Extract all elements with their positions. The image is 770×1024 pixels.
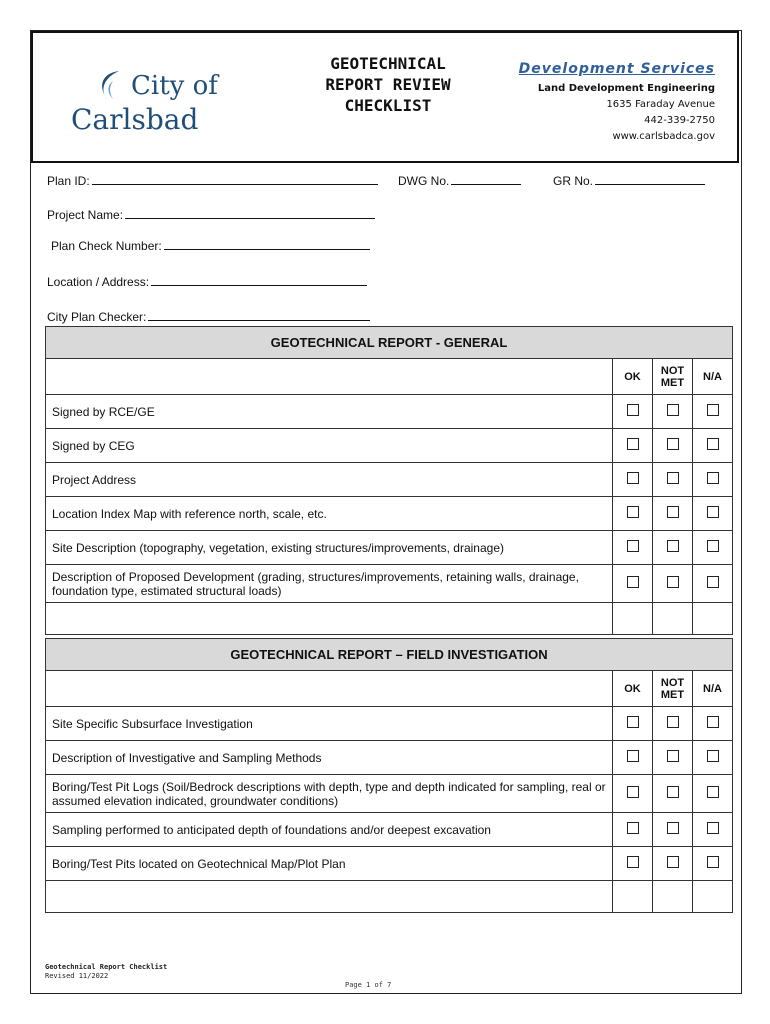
project-name-label: Project Name: — [47, 208, 124, 222]
column-not-met — [653, 671, 693, 707]
checklist-row — [46, 813, 733, 847]
ok-checkbox[interactable] — [627, 404, 639, 416]
division-name: Land Development Engineering — [537, 83, 715, 94]
ok-checkbox[interactable] — [627, 438, 639, 450]
checkbox-cell-na — [693, 463, 733, 497]
na-checkbox[interactable] — [707, 856, 719, 868]
na-checkbox[interactable] — [707, 822, 719, 834]
not-met-checkbox[interactable] — [667, 438, 679, 450]
column-header-blank — [46, 671, 613, 707]
department-name: Development Services — [518, 61, 715, 77]
section-title: GEOTECHNICAL REPORT – FIELD INVESTIGATION — [46, 639, 733, 671]
blank-row — [46, 603, 733, 635]
checkbox-cell-ok — [613, 775, 653, 813]
checkbox-cell-na — [693, 531, 733, 565]
not-met-checkbox[interactable] — [667, 540, 679, 552]
plan-id-label: Plan ID: — [47, 174, 90, 188]
checkbox-cell-na — [693, 847, 733, 881]
department-address: 1635 Faraday Avenue — [606, 99, 715, 110]
column-na: N/A — [693, 671, 733, 707]
not-met-checkbox[interactable] — [667, 856, 679, 868]
checkbox-cell-not-met — [653, 565, 693, 603]
blank-cell — [613, 603, 653, 635]
not-met-checkbox[interactable] — [667, 822, 679, 834]
column-header-row — [46, 671, 733, 707]
not-met-checkbox[interactable] — [667, 716, 679, 728]
gr-no-label: GR No. — [553, 174, 594, 188]
column-not-met-line2: MET — [660, 688, 685, 701]
ok-checkbox[interactable] — [627, 856, 639, 868]
checklist-row — [46, 775, 733, 813]
checklist-row — [46, 497, 733, 531]
na-checkbox[interactable] — [707, 716, 719, 728]
footer-title: Geotechnical Report Checklist — [45, 963, 168, 971]
checkbox-cell-not-met — [653, 395, 693, 429]
checkbox-cell-ok — [613, 429, 653, 463]
ok-checkbox[interactable] — [627, 716, 639, 728]
checklist-row — [46, 847, 733, 881]
checkbox-cell-na — [693, 395, 733, 429]
location-address-label: Location / Address: — [47, 275, 150, 289]
checklist-row — [46, 463, 733, 497]
na-checkbox[interactable] — [707, 438, 719, 450]
logo-text-carlsbad: Carlsbad — [71, 103, 199, 136]
title-line: REPORT REVIEW — [325, 75, 451, 94]
city-plan-checker-field[interactable] — [47, 310, 370, 324]
checklist-item-label: Signed by RCE/GE — [46, 395, 613, 429]
checkbox-cell-na — [693, 707, 733, 741]
checkbox-cell-ok — [613, 707, 653, 741]
checkbox-cell-ok — [613, 565, 653, 603]
logo-text-city-of: City of — [131, 71, 218, 101]
blank-cell — [46, 603, 613, 635]
column-ok: OK — [613, 359, 653, 395]
checklist-row — [46, 741, 733, 775]
column-header-row — [46, 359, 733, 395]
blank-cell — [693, 603, 733, 635]
not-met-checkbox[interactable] — [667, 786, 679, 798]
na-checkbox[interactable] — [707, 750, 719, 762]
na-checkbox[interactable] — [707, 786, 719, 798]
checkbox-cell-ok — [613, 847, 653, 881]
column-not-met-line1: NOT — [660, 364, 685, 377]
section-title-row — [46, 639, 733, 671]
plan-check-number-field[interactable] — [51, 239, 370, 253]
field-investigation-checklist-table — [45, 638, 733, 913]
checkbox-cell-ok — [613, 463, 653, 497]
checkbox-cell-not-met — [653, 813, 693, 847]
dwg-no-label: DWG No. — [398, 174, 450, 188]
checklist-item-label: Location Index Map with reference north, scale, etc. — [46, 497, 613, 531]
gr-no-field[interactable] — [553, 174, 705, 188]
ok-checkbox[interactable] — [627, 472, 639, 484]
ok-checkbox[interactable] — [627, 822, 639, 834]
ok-checkbox[interactable] — [627, 750, 639, 762]
footer — [45, 963, 167, 981]
section-title-row — [46, 327, 733, 359]
blank-cell — [653, 881, 693, 913]
na-checkbox[interactable] — [707, 472, 719, 484]
footer-revised: Revised 11/2022 — [45, 972, 109, 980]
checklist-row — [46, 707, 733, 741]
title-line: CHECKLIST — [344, 96, 432, 115]
ok-checkbox[interactable] — [627, 506, 639, 518]
blank-cell — [613, 881, 653, 913]
na-checkbox[interactable] — [707, 540, 719, 552]
plan-id-field[interactable] — [47, 174, 378, 188]
checkbox-cell-ok — [613, 395, 653, 429]
column-not-met-line2: MET — [660, 376, 685, 389]
city-plan-checker-label: City Plan Checker: — [47, 310, 147, 324]
department-phone: 442-339-2750 — [644, 115, 715, 126]
checklist-page — [30, 30, 742, 994]
ok-checkbox[interactable] — [627, 576, 639, 588]
checkbox-cell-not-met — [653, 497, 693, 531]
checkbox-cell-not-met — [653, 463, 693, 497]
checklist-item-label: Boring/Test Pits located on Geotechnical Map/Plot Plan — [46, 847, 613, 881]
checklist-row — [46, 395, 733, 429]
not-met-checkbox[interactable] — [667, 404, 679, 416]
section-title: GEOTECHNICAL REPORT - GENERAL — [46, 327, 733, 359]
na-checkbox[interactable] — [707, 404, 719, 416]
checkbox-cell-na — [693, 565, 733, 603]
column-header-blank — [46, 359, 613, 395]
not-met-checkbox[interactable] — [667, 506, 679, 518]
not-met-checkbox[interactable] — [667, 576, 679, 588]
ok-checkbox[interactable] — [627, 540, 639, 552]
checkbox-cell-not-met — [653, 775, 693, 813]
plan-check-number-label: Plan Check Number: — [51, 239, 162, 253]
blank-row — [46, 881, 733, 913]
checkbox-cell-na — [693, 429, 733, 463]
checkbox-cell-na — [693, 497, 733, 531]
checkbox-cell-ok — [613, 497, 653, 531]
checklist-item-label: Site Specific Subsurface Investigation — [46, 707, 613, 741]
checkbox-cell-na — [693, 775, 733, 813]
blank-cell — [653, 603, 693, 635]
column-ok: OK — [613, 671, 653, 707]
city-logo — [71, 65, 231, 137]
not-met-checkbox[interactable] — [667, 750, 679, 762]
document-title — [293, 53, 483, 116]
checklist-item-label: Project Address — [46, 463, 613, 497]
department-website: www.carlsbadca.gov — [612, 131, 715, 142]
page-number: Page 1 of 7 — [345, 981, 392, 989]
dwg-no-field[interactable] — [398, 174, 521, 188]
checklist-item-label: Description of Proposed Development (grading, structures/improvements, retaining walls, drainage, foundation type, estimated structural loads) — [46, 565, 613, 603]
header — [31, 31, 739, 163]
checkbox-cell-ok — [613, 531, 653, 565]
blank-cell — [693, 881, 733, 913]
checklist-row — [46, 565, 733, 603]
checkbox-cell-ok — [613, 741, 653, 775]
checklist-item-label: Description of Investigative and Sampling Methods — [46, 741, 613, 775]
checkbox-cell-na — [693, 813, 733, 847]
checklist-item-label: Sampling performed to anticipated depth of foundations and/or deepest excavation — [46, 813, 613, 847]
ok-checkbox[interactable] — [627, 786, 639, 798]
swoosh-icon — [89, 69, 129, 105]
na-checkbox[interactable] — [707, 506, 719, 518]
checklist-item-label: Site Description (topography, vegetation, existing structures/improvements, drainage) — [46, 531, 613, 565]
checkbox-cell-not-met — [653, 429, 693, 463]
project-name-field[interactable] — [47, 208, 375, 222]
blank-cell — [46, 881, 613, 913]
column-not-met — [653, 359, 693, 395]
column-not-met-line1: NOT — [660, 676, 685, 689]
checklist-row — [46, 429, 733, 463]
column-na: N/A — [693, 359, 733, 395]
checkbox-cell-ok — [613, 813, 653, 847]
checkbox-cell-na — [693, 741, 733, 775]
location-address-field[interactable] — [47, 275, 367, 289]
checkbox-cell-not-met — [653, 741, 693, 775]
checklist-item-label: Signed by CEG — [46, 429, 613, 463]
not-met-checkbox[interactable] — [667, 472, 679, 484]
checkbox-cell-not-met — [653, 531, 693, 565]
checkbox-cell-not-met — [653, 847, 693, 881]
na-checkbox[interactable] — [707, 576, 719, 588]
title-line: GEOTECHNICAL — [330, 54, 446, 73]
department-block — [519, 61, 715, 145]
checkbox-cell-not-met — [653, 707, 693, 741]
checklist-row — [46, 531, 733, 565]
general-checklist-table — [45, 326, 733, 635]
checklist-item-label: Boring/Test Pit Logs (Soil/Bedrock descriptions with depth, type and depth indicated for sampling, real or assumed elevation indicated, groundwater conditions) — [46, 775, 613, 813]
